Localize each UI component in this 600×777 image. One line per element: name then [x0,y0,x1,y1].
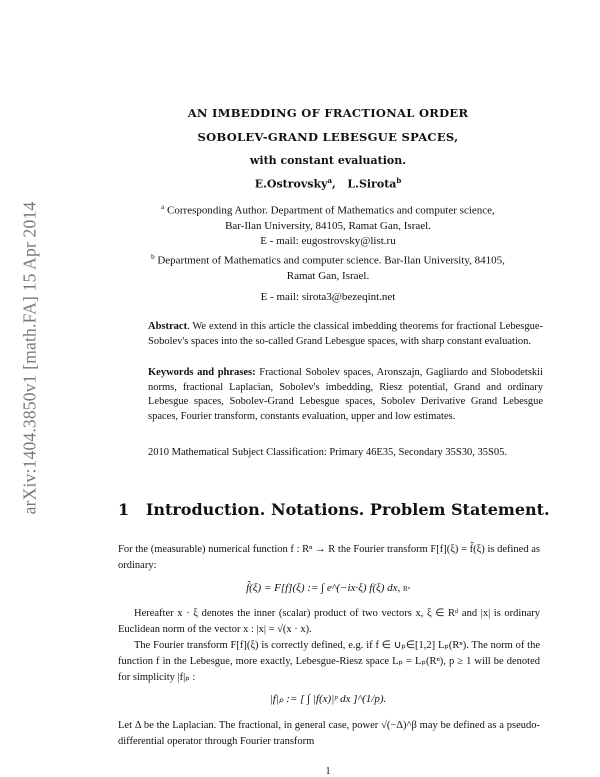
keywords-label: Keywords and phrases: [148,367,256,378]
paragraph-2: Hereafter x · ξ denotes the inner (scalar) product of two vectors x, ξ ∈ Rᵈ and |x| is ordinary Euclidean norm of the vector x : |x| = √(x · x). [118,608,540,635]
arxiv-identifier: arXiv:1404.3850v1 [math.FA] 15 Apr 2014 [19,201,40,515]
title-line-1: AN IMBEDDING OF FRACTIONAL ORDER [187,106,469,120]
paragraph-4: Let Δ be the Laplacian. The fractional, in general case, power √(−Δ)^β may be defined as a pseudo-differential operator through Fourier transform [118,720,540,747]
affiliation-a-line2: Bar-Ilan University, 84105, Ramat Gan, Israel. [225,219,431,232]
affiliation-a-text: Corresponding Author. Department of Mathematics and computer science, [164,204,495,217]
abstract-label: Abstract [148,321,188,332]
abstract-text: . We extend in this article the classical imbedding theorems for fractional Lebesgue-Sobolev's spaces into the so-called Grand Lebesgue spaces, with sharp constant evaluation. [148,321,543,347]
authors [118,176,538,191]
affiliation-b-line2: Ramat Gan, Israel. [286,269,370,282]
abstract [148,320,543,349]
affiliation-a [118,200,538,249]
affiliation-b-email: E - mail: sirota3@bezeqint.net [260,291,396,303]
section-number: 1 [118,500,130,519]
author-separator: , [332,177,348,191]
affiliation-b-text: Department of Mathematics and computer science. Bar-Ilan University, 84105, [154,254,505,267]
title-line-3: with constant evaluation. [249,154,407,167]
author-1: E.Ostrovsky [254,177,328,191]
page-number: 1 [325,766,331,777]
equation-fourier [118,582,538,594]
equation-norm: |f|ₚ := [ ∫ |f(x)|ᵖ dx ]^(1/p). [269,693,387,705]
author-1-mark: a [327,176,333,185]
author-2-mark: b [396,176,402,185]
affiliation-b [118,250,538,284]
paragraph-1: For the (measurable) numerical function f : Rⁿ → R the Fourier transform F[f](ξ) = f̂(ξ) is defined as ordinary: [118,544,540,571]
section-title: Introduction. Notations. Problem Statement. [145,500,550,519]
affiliation-a-email: E - mail: eugostrovsky@list.ru [260,234,396,247]
keywords-text: Fractional Sobolev spaces, Aronszajn, Gagliardo and Slobodetskii norms, fractional Laplacian, Sobolev's imbedding, Riesz potential, Grand and ordinary Lebesgue spaces, Sobolev-Grand Lebesgue spaces, Sobolev Derivative Grand Lebesgue spaces, Fourier transform, constants evaluation, upper and low estimates. [148,367,543,422]
affiliation-b-mark: b [151,253,155,261]
equation-fourier-text: f̂(ξ) = F[f](ξ) := ∫ e^(−ix·ξ) f(ξ) dx, [246,582,401,594]
equation-fourier-domain: Rⁿ [403,585,410,593]
section-heading [118,500,548,519]
keywords [148,366,543,424]
author-2: L.Sirota [347,177,397,191]
paragraph-3: The Fourier transform F[f](ξ) is correctly defined, e.g. if f ∈ ∪ₚ∈[1,2] Lₚ(Rⁿ). The norm of the function f in the Lebesgue, more exactly, Lebesgue-Riesz space Lₚ = Lₚ(Rⁿ), p ≥ 1 will be denoted for simplicity |f|ₚ : [118,640,540,683]
title-line-2: SOBOLEV-GRAND LEBESGUE SPACES, [197,130,459,144]
affiliation-a-mark: a [161,203,165,211]
arxiv-side-label [20,148,40,568]
msc-classification: 2010 Mathematical Subject Classification: Primary 46E35, Secondary 35S30, 35S05. [148,447,507,458]
